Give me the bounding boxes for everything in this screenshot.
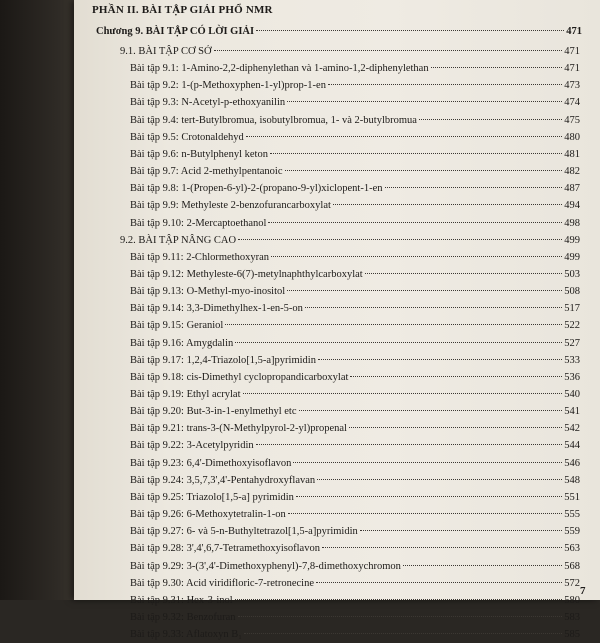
exercise-title: Ethyl acrylat [186,389,241,400]
exercise-number: Bài tập 9.22: [130,440,187,452]
dot-leader [238,239,562,240]
toc-entry [120,44,580,60]
toc-entry-page: 533 [564,354,580,366]
toc-entry [130,78,580,94]
toc-entry-label [130,164,283,180]
exercise-title: 6-Methoxytetralin-1-on [186,509,286,521]
exercise-title: 6- và 5-n-Buthyltetrazol[1,5-a]pyrimidin [186,526,358,538]
toc-entry-page: 546 [564,457,580,469]
dot-leader [246,136,563,137]
book-page [74,0,600,641]
toc-entry-label [130,61,429,77]
toc-entry [130,147,580,163]
exercise-title: N-Acetyl-p-ethoxyanilin [181,97,286,109]
toc-entry-page: 548 [564,474,580,486]
toc-entry [130,113,580,129]
exercise-number: Bài tập 9.18: [130,371,187,383]
part-title: PHẦN II. BÀI TẬP GIẢI PHỔ NMR [92,4,273,16]
toc-entry-label [130,473,315,489]
toc-entry-page: 555 [564,509,580,521]
toc-entry-page: 499 [564,251,580,263]
toc-entry [130,95,580,111]
exercise-number: Bài tập 9.15: [130,320,187,332]
exercise-number: Bài tập 9.24: [130,474,187,486]
toc-entry-page: 536 [564,371,580,383]
toc-entry-page: 471 [564,46,580,57]
toc-entry-page: 572 [564,577,580,589]
exercise-title: Aflatoxyn B₁ [186,629,242,641]
exercise-number: Bài tập 9.28: [130,543,187,555]
dot-leader [256,444,563,445]
exercise-number: Bài tập 9.17: [130,354,187,366]
dot-leader [256,30,564,31]
dot-leader [238,616,563,617]
exercise-title: Acid 2-methylpentanoic [180,166,283,178]
dot-leader [293,462,562,463]
toc-entry-page: 544 [564,440,580,452]
exercise-title: n-Butylphenyl keton [181,148,268,160]
exercise-title: Amygdalin [186,337,234,349]
exercise-number: Bài tập 9.19: [130,389,187,400]
chapter-row [96,24,582,40]
exercise-number: Bài tập 9.23: [130,457,187,469]
toc-entry-page: 475 [564,114,580,126]
exercise-title: 3-(3',4'-Dimethoxyphenyl)-7,8-dimethoxychromon [186,560,401,572]
dot-leader [214,50,563,51]
dot-leader [431,67,563,68]
exercise-title: 3,3-Dimethylhex-1-en-5-on [186,303,303,315]
toc-entry-label [130,95,285,111]
toc-entry-label [130,404,297,420]
toc-entry [130,353,580,369]
toc-entry-label [130,576,314,592]
toc-entry-page: 481 [564,148,580,160]
exercise-title: Benzofuran [186,611,236,623]
exercise-title: cis-Dimethyl cyclopropandicarboxylat [186,371,349,383]
toc-entry-label [130,438,254,454]
dot-leader [296,496,562,497]
exercise-number: Bài tập 9.7: [130,166,181,178]
toc-entry-label [130,421,347,437]
exercise-title: But-3-in-1-enylmethyl etc [186,406,297,418]
toc-entry-page: 585 [564,629,580,641]
dot-leader [333,204,562,205]
toc-entry-label [130,336,233,352]
exercise-title: 6,4'-Dimethoxyisoflavon [186,457,292,469]
toc-entry [130,284,580,300]
dot-leader [287,290,562,291]
exercise-number: Bài tập 9.26: [130,509,187,521]
exercise-number: Bài tập 9.1: [130,63,182,75]
exercise-title: 2-Mercaptoethanol [186,217,267,229]
exercise-title: 9.1. BÀI TẬP CƠ SỞ [120,46,212,57]
toc-entry-page: 508 [564,286,580,298]
toc-entry-page: 473 [564,80,580,92]
exercise-number: Bài tập 9.29: [130,560,187,572]
toc-entry-page: 494 [564,200,580,212]
toc-entry [130,181,580,197]
dot-leader [349,427,562,428]
toc-entry-label [130,181,383,197]
toc-entry-label [120,44,212,60]
chapter-number: Chương 9. [96,26,144,37]
toc-entry-label [130,490,294,506]
dot-leader [225,324,562,325]
toc-entry-label [130,610,236,626]
dot-leader [271,256,562,257]
toc-entry-page: 563 [564,543,580,555]
toc-entry-page: 487 [564,183,580,195]
dot-leader [365,273,563,274]
exercise-title: 9.2. BÀI TẬP NÂNG CAO [120,234,237,246]
toc-entry-page: 540 [564,389,580,400]
toc-entry [130,318,580,334]
toc-entry-page: 580 [564,594,580,606]
toc-entry-label [130,541,320,557]
toc-entry-label [130,130,244,146]
dot-leader [305,307,562,308]
dot-leader [403,565,562,566]
exercise-title: 1-(Propen-6-yl)-2-(propano-9-yl)xiclopent-1-en [181,183,383,195]
book-spine-shadow [0,0,74,600]
exercise-title: 1,2,4-Triazolo[1,5-a]pyrimidin [186,354,316,366]
toc-entry [130,627,580,643]
toc-entry-label [130,318,223,334]
chapter-page: 471 [566,26,582,37]
toc-entry-page: 559 [564,526,580,538]
toc-entry-page: 482 [564,166,580,178]
dot-leader [244,633,562,634]
exercise-number: Bài tập 9.13: [130,286,187,298]
toc-entry-label [130,78,326,94]
toc-entry [130,507,580,523]
exercise-number: Bài tập 9.33: [130,629,186,641]
toc-entry-label [130,198,331,214]
toc-entry-page: 474 [564,97,580,109]
exercise-title: Hex-3-inol [186,594,233,606]
exercise-number: Bài tập 9.11: [130,251,187,263]
exercise-number: Bài tập 9.4: [130,114,182,126]
chapter-title: BÀI TẬP CÓ LỜI GIẢI [145,26,255,37]
toc-entry-label [130,353,316,369]
dot-leader [322,547,562,548]
toc-entry-label [130,216,266,232]
dot-leader [235,342,562,343]
chapter-label [96,24,254,40]
toc-entry-page: 583 [564,611,580,623]
toc-entry [130,387,580,403]
dot-leader [385,187,563,188]
page-number: 7 [580,585,586,597]
toc-entry-label [130,456,291,472]
dot-leader [287,101,562,102]
exercise-title: 2-Chlormethoxyran [186,251,270,263]
exercise-title: 3-Acetylpyridin [186,440,254,452]
toc-entry [130,164,580,180]
dot-leader [316,582,562,583]
toc-entry [130,490,580,506]
exercise-number: Bài tập 9.6: [130,148,182,160]
toc-entry-label [130,370,348,386]
exercise-title: Geraniol [186,320,224,332]
exercise-title: Crotonaldehyd [181,131,244,143]
toc-entry [130,61,580,77]
exercise-number: Bài tập 9.30: [130,577,186,589]
dot-leader [317,479,562,480]
toc-entry-page: 527 [564,337,580,349]
exercise-title: Acid viridifloric-7-retronecine [186,577,314,589]
exercise-title: Triazolo[1,5-a] pyrimidin [186,491,294,503]
exercise-title: O-Methyl-myo-inositol [186,286,286,298]
toc-entry [130,267,580,283]
exercise-number: Bài tập 9.10: [130,217,187,229]
dot-leader [318,359,562,360]
toc-entry-label [130,301,303,317]
exercise-number: Bài tập 9.5: [130,131,182,143]
toc-entry-label [130,507,286,523]
toc-entry-label [130,387,241,403]
toc-entry [130,404,580,420]
exercise-number: Bài tập 9.14: [130,303,187,315]
dot-leader [268,222,562,223]
exercise-number: Bài tập 9.2: [130,80,182,92]
toc-entry-page: 503 [564,268,580,280]
toc-entry-page: 498 [564,217,580,229]
exercise-title: 1-Amino-2,2-diphenylethan và 1-amino-1,2-diphenylethan [181,63,429,75]
exercise-number: Bài tập 9.31: [130,594,187,606]
toc-entry-label [130,593,233,609]
exercise-number: Bài tập 9.27: [130,526,187,538]
dot-leader [360,530,563,531]
exercise-title: Methyleste-6(7)-metylnaphthylcarboxylat [186,268,363,280]
toc-entry [130,610,580,626]
toc-entry [130,250,580,266]
toc-entry [130,559,580,575]
toc-entry-label [130,267,363,283]
exercise-title: 3',4',6,7-Tetramethoxyisoflavon [186,543,320,555]
exercise-number: Bài tập 9.8: [130,183,182,195]
toc-entry [130,216,580,232]
exercise-title: trans-3-(N-Methylpyrol-2-yl)propenal [186,423,347,435]
exercise-number: Bài tập 9.25: [130,491,187,503]
toc-entry [130,336,580,352]
toc-entry [120,233,580,249]
toc-entry [130,421,580,437]
toc-entry-page: 471 [564,63,580,75]
dot-leader [299,410,563,411]
toc-entry [130,370,580,386]
exercise-title: 3,5,7,3',4'-Pentahydroxyflavan [186,474,316,486]
toc-entry-label [130,113,417,129]
exercise-number: Bài tập 9.16: [130,337,186,349]
exercise-title: 1-(p-Methoxyphen-1-yl)prop-1-en [181,80,326,92]
toc-entry [130,198,580,214]
dot-leader [243,393,563,394]
toc-entry-label [130,627,242,643]
toc-entry-label [130,284,285,300]
dot-leader [270,153,562,154]
exercise-number: Bài tập 9.32: [130,611,187,623]
toc-entry-label [130,524,358,540]
toc-entry-page: 541 [564,406,580,418]
toc-entry [130,473,580,489]
toc-entry-page: 568 [564,560,580,572]
toc-entry-label [130,559,401,575]
exercise-title: Methyleste 2-benzofurancarboxylat [181,200,331,212]
toc-entry [130,576,580,592]
exercise-number: Bài tập 9.9: [130,200,182,212]
toc-entry [130,456,580,472]
toc-entry-page: 542 [564,423,580,435]
toc-entry-label [130,250,269,266]
toc-entry-page: 480 [564,131,580,143]
toc-entry [130,541,580,557]
toc-entry [130,593,580,609]
toc-entry [130,301,580,317]
dot-leader [328,84,562,85]
dot-leader [350,376,562,377]
exercise-number: Bài tập 9.12: [130,268,187,280]
toc-entry-page: 499 [564,234,580,246]
exercise-number: Bài tập 9.3: [130,97,182,109]
toc-entry [130,130,580,146]
toc-entry [130,438,580,454]
toc-entry-page: 551 [564,491,580,503]
toc-entry-label [130,147,268,163]
dot-leader [288,513,563,514]
dot-leader [419,119,562,120]
exercise-number: Bài tập 9.21: [130,423,187,435]
dot-leader [285,170,563,171]
exercise-title: tert-Butylbromua, isobutylbromua, 1- và 2-butylbromua [181,114,417,126]
toc-entry [130,524,580,540]
toc-entry-page: 522 [564,320,580,332]
toc-entry-label [120,233,236,249]
exercise-number: Bài tập 9.20: [130,406,187,418]
toc-entry-page: 517 [564,303,580,315]
